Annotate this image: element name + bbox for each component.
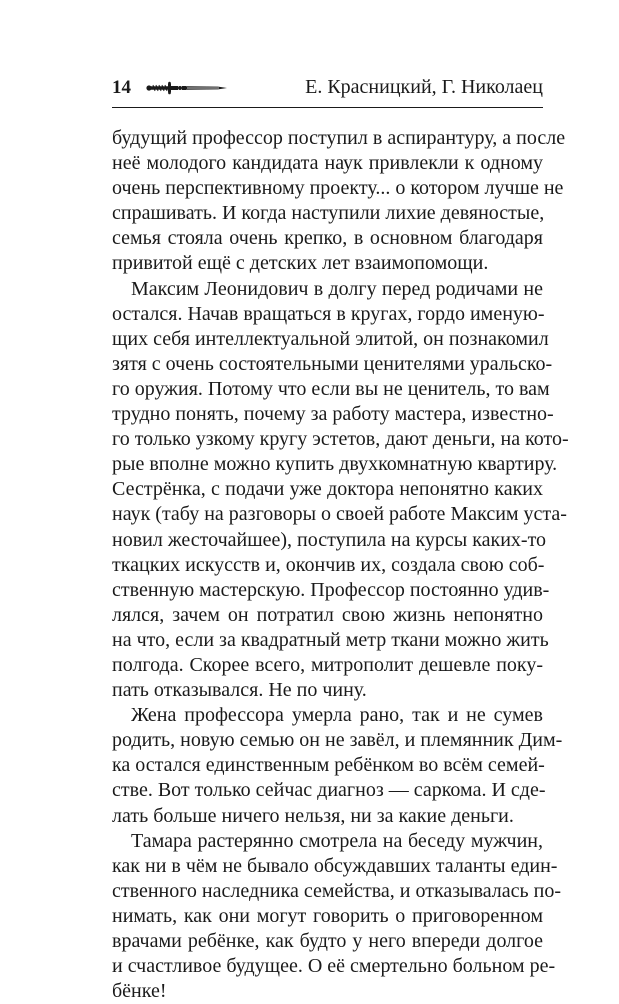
text-line: рые вполне можно купить двухкомнатную квартиру. bbox=[112, 453, 558, 476]
paragraph bbox=[112, 126, 566, 277]
text-line: лать больше ничего нельзя, ни за какие деньги. bbox=[112, 804, 514, 827]
text-line: Жена профессора умерла рано, так и не сумев bbox=[131, 704, 543, 727]
text-line: очень перспективному проекту... о котором лучше не bbox=[112, 177, 564, 200]
text-line: стве. Вот только сейчас диагноз — саркома. И сде- bbox=[112, 779, 546, 802]
text-line: ткацких искусств и, окончив их, создала свою соб- bbox=[112, 553, 545, 576]
text-line: ственного наследника семейства, и отказывалась по- bbox=[112, 879, 562, 902]
text-line: семья стояла очень крепко, в основном благодаря bbox=[112, 227, 543, 250]
paragraph bbox=[112, 277, 569, 704]
text-line: привитой ещё с детских лет взаимопомощи. bbox=[112, 252, 489, 275]
text-line: ка остался единственным ребёнком во всём семей- bbox=[112, 754, 545, 777]
text-line: на что, если за квадратный метр ткани можно жить bbox=[112, 628, 549, 651]
text-line: полгода. Скорее всего, митрополит дешевле поку- bbox=[112, 653, 543, 676]
text-line: го оружия. Потому что если вы не ценитель, то вам bbox=[112, 377, 550, 400]
text-line: пать отказывался. Не по чину. bbox=[112, 679, 367, 702]
text-line: наук (табу на разговоры о своей работе Максим уста- bbox=[112, 503, 567, 526]
header-rule bbox=[112, 107, 543, 108]
text-line: новил жесточайшее), поступила на курсы каких-то bbox=[112, 528, 547, 551]
text-line: бёнке! bbox=[112, 980, 167, 1003]
text-line: Максим Леонидович в долгу перед родичами не bbox=[131, 277, 543, 300]
text-line: остался. Начав вращаться в кругах, гордо именую- bbox=[112, 302, 545, 325]
page-header bbox=[112, 72, 543, 104]
text-line: лялся, зачем он потратил свою жизнь непонятно bbox=[112, 603, 543, 626]
text-line: как ни в чём не бывало обсуждавших таланты един- bbox=[112, 854, 558, 877]
text-line: нимать, как они могут говорить о приговоренном bbox=[112, 904, 543, 927]
text-line: трудно понять, почему за работу мастера, известно- bbox=[112, 403, 554, 426]
text-line: го только узкому кругу эстетов, дают деньги, на кото- bbox=[112, 428, 569, 451]
body-text bbox=[112, 126, 569, 1004]
text-line: Сестрёнка, с подачи уже доктора непонятно каких bbox=[112, 478, 543, 501]
text-line: врачами ребёнке, как будто у него впереди долгое bbox=[112, 930, 543, 952]
text-line: зятя с очень состоятельными ценителями уральско- bbox=[112, 352, 553, 375]
text-line: и счастливое будущее. О её смертельно больном ре- bbox=[112, 955, 556, 978]
text-line: Тамара растерянно смотрела на беседу мужчин, bbox=[131, 829, 543, 852]
paragraph bbox=[112, 703, 563, 828]
text-line: спрашивать. И когда наступили лихие девяностые, bbox=[112, 202, 545, 225]
text-line: будущий профессор поступил в аспирантуру, а после bbox=[112, 127, 566, 149]
page-number: 14 bbox=[112, 77, 131, 98]
text-line: родить, новую семью он не завёл, и племянник Дим- bbox=[112, 729, 563, 752]
text-line: неё молодого кандидата наук привлекли к одному bbox=[112, 152, 543, 175]
running-head: Е. Красницкий, Г. Николаец bbox=[305, 76, 543, 98]
sword-ornament-icon bbox=[146, 81, 228, 100]
paragraph bbox=[112, 829, 562, 1004]
text-line: ственную мастерскую. Профессор постоянно удив- bbox=[112, 578, 550, 601]
text-line: щих себя интеллектуальной элитой, он познакомил bbox=[112, 327, 549, 350]
